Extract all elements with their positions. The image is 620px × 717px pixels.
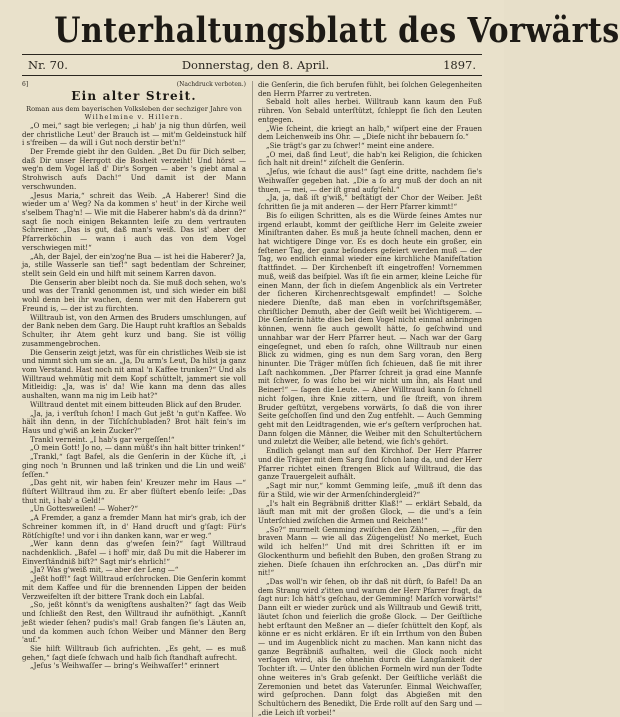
story-subtitle bbox=[22, 105, 246, 122]
issue-number: Nr. 70. bbox=[28, 58, 68, 72]
paragraph: Die Genserin aber bleibt noch da. Sie muß doch sehen, wo's und was der Trankl genommen ist, und sich wieder ein bißl wohl denn bei ihr wachen, denn wer mit den Haberern gut Freund is, — der ist zu fürchten. bbox=[22, 277, 246, 313]
left-column bbox=[22, 81, 246, 717]
paragraph: „O mei,“ sagt bie verlegen; „i hab' ja nig thun dürfen, weil der christliche Leut' der Brauch ist — mit'm Geldeinstuck hilf i s'freiben — da will i Gut noch derstir bet'n!“ bbox=[22, 120, 246, 148]
paragraph: „Wer kann denn das g'weſen ſein?“ ſagt Willtraud nachdenklich. „Bafel — i hoff' mir, daß Du mit die Haberer im Einverſtändniß biſt?“ Sagt mir's ehrlich!“ bbox=[22, 539, 246, 566]
paragraph: „Ja, ja, daß iſt g'wiß,“ beſtätigt der Chor der Weiber. Jeßt ſchritten ſie ja mit anderen — der Herr Pfarrer kimmt!“ bbox=[258, 193, 482, 212]
paragraph: Trankl verneint. „I hab's gar vergeſſen!“ bbox=[30, 434, 175, 444]
right-column bbox=[258, 81, 482, 717]
paragraph: „Jeſus, wie ſchaut die aus!“ ſagt eine dritte, nachdem ſie's Weihwaſſer gegeben hat. „Die a ſo arg muß der doch an nit thuen, — mei, — der iſt grad aufg'ſehl.“ bbox=[258, 167, 482, 194]
paragraph: Die Genserin zeigt jetzt, was für ein christliches Weib sie ist und nimmt sich um sie an. „Ja, Du arm's Leut, Da hilst ja ganz vom Verstand. Hast noch nit amal 'n Kaffee trunken?“ Und als Willtraud wehmütig mit dem Kopf schüttelt, jammert sie voll Mitleidig: „Ja, was is' da! Wie kann ma denn das alles aushalten, wann ma nig im Leib hat?“ bbox=[22, 347, 246, 401]
paragraph: „Trankl,“ ſagt Bafel, als die Genſerin in der Küche iſt, „i ging noch 'n Brunnen und laß trinken und die Lin und weiß' ſeſſen.“ bbox=[22, 452, 246, 479]
paragraph: „So, jeßt könnt's da wenigſtens aushalten?“ ſagt das Weib und ſchließt den Rest, den Willtraud ihr aufnöthigt. „Kannſt jeßt wieder ſehen? pudis's mal! Grab fangen ſie's Läuten an, und da kommen auch ſchon Weiber und Männer den Berg 'auf.“ bbox=[22, 600, 246, 645]
subtitle-text: Roman aus dem bayerischen Volksleben der sechziger Jahre von bbox=[26, 105, 242, 113]
paragraph: „Sagt mir nur,“ kommt Gemming leiſe, „muß iſt denn das für a Stild, wie wir der Armenſchindergleid?“ bbox=[258, 481, 482, 499]
paragraph: „Wie ſcheint, die kriegt an halb,“ wiſpert eine der Frauen dem Leichenweib ins Ohr. — „Dieſe nicht ihr bebauern ſo.“ bbox=[258, 123, 482, 142]
article-columns bbox=[22, 81, 482, 717]
paragraph: „Ah, der Bajel, der ein'zog'ne Bua — ist hei die Haberer? Ja, ja, stille Wasserle san tief!“ sagt bedentlam der Schreiner, stellt sein Geld ein und hilft mit seinem Karren davon. bbox=[22, 251, 246, 279]
paragraph: Bis ſo eiligen Schritten, als es die Würde ſeines Amtes nur irgend erlaubt, kommt der geiſtliche Herr im Geleite zweier Miniſtranten daher. Es muß ja heute ſchnell machen, denn er hat wichtigere Dinge vor. Es es doch heute ein großer, ein feſtener Tag, der ganz beſonders gefeiert werden muß — der Tag, wo endlich einmal wieder eine kirchliche Manifeſtation ſtattfindet. — Der Kirchenbeſt iſt eingetroffen! Vornemmen muß, weiß das beiſpiel. Was iſt ſie ein armer, kleine Leiche für einen Mann, der ſich in dieſem Angenblick als ein Vertreter der ſicheren Kirchenrechtsgewalt empfindet! — Solche niedere Dienſte, daß man eben in vorſchriftsgemäßer, chriſtlicher Demuth, aber der Geiſt weilt bei Wichtigerem. — Die Genſerin hätte dies bei dem Vogel nicht einmal anbringen können, wenn ſie auch gewollt hätte, ſo geſchwind und unnahbar war der Herr Pfarrer heut. — Nach war der Garg eingeſegnet, und eben ſo raſch, ohne Willtraub nur einen Blick zu widmen, ging es nun dem Sarg voran, den Berg hinunter. Die Träger müſſen ſich ſchieuen, daß ſie mit ihrer Laſt nachkommen. „Der Pfarrer ſchreit ja grad eine Mannfe mit ſchwer, ſo was ſcho bei wir nicht um ihn, als Haut und Beiner!“ — ſagen die Leute. — Aber Willtraud kann ſo ſchnell nicht folgen, ihre Knie zittern, und ſie ſtreift, von ihrem Bruder geſtützt, vergebens vorwärts, ſo daß die von ihrer Seite geſchoſſen ſind und den Zug entfehlt. — Auch Gemming geht mit den Leidtragenden, wie er's geſtern verſprochen hat. Dann folgen die Männer, die Weiber mit den Schultertüchern und zuletzt die Weiber, alle betend, wie ſich's gehört. bbox=[258, 210, 482, 447]
paragraph: „Jeßt hoff!“ ſagt Willtraud erſchrocken. Die Genſerin kommt mit dem Kaffee und für die brennenden Lippen der beiden Verzweifelten iſt der bittere Trank doch ein Labſal. bbox=[22, 574, 246, 601]
right-paragraphs bbox=[258, 81, 482, 717]
paragraph: Willtraud dentet mit einem bitteuden Blick auf den Bruder. bbox=[30, 399, 242, 409]
paragraph: „O mei, daß ſind Leut', die hab'n kei Religion, die ſchicken ſich halt nit drein!“ ziſchelt die Genſerin. bbox=[258, 149, 482, 168]
paragraph: „I's halt ein Begräbniß dritter Klaß!“ — erklärt Sebald, da läuft man mit mit der großen Glock, — die und's a ſein Unterſchied zwiſchen die Armen und Reichen!“ bbox=[258, 498, 482, 525]
author-name: Wilhelmine v. Hillern. bbox=[84, 113, 184, 122]
issue-year: 1897. bbox=[443, 58, 476, 72]
installment-marker: 6] bbox=[22, 81, 29, 88]
paragraph: Sebald holt alles herbei. Willtraub kann kaum den Fuß rühren. Von Sebald unterſtützt, ſchleppt ſie ſich den Leuten entgegen. bbox=[258, 97, 482, 124]
paragraph: „So?“ murmelt Gemming zwiſchen den Zähnen, — „für den braven Mann — wie all das Zügengelüst! No merket, Euch wild ich helfen!“ Und mit drei Schritten iſt er im Glockenthurm und befiehlt den Buben, den großen Strang zu ziehen. Dieſe ſchauen ihn erſchrocken an. „Das dürf'n mir nit!“ bbox=[258, 524, 482, 578]
reprint-note: (Nachdruck verboten.) bbox=[176, 81, 246, 88]
paragraph: Sie hilft Willtraub ſich aufrichten. „Es geht, — es muß gehen,“ ſagt dieſe ſchwach und halb ſich ſtandhaft aufrecht. bbox=[22, 643, 246, 662]
left-paragraphs bbox=[22, 122, 246, 671]
paragraph: „Ja, ja, i verſtuh ſchon! I mach Gut jeßt 'n gut'n Kaffee. Wo hält ihn denn, in der Tiſchſchubladen? Brot hält fein's im Haus und g'wiß an kein Zucker?“ bbox=[22, 408, 246, 435]
masthead-title: Unterhaltungsblatt des Vorwärts bbox=[54, 10, 620, 51]
paragraph: „Jesus Maria,“ schreit das Weib. „A Haberer! Sind die wieder um a' Weg? Na da kommen s' heut' in der Kirche weil s'selbem Thag'n! — Wie mit die Haberer habm's dà da drinn?“ sagt ſie noch einigen Bekannten leiſe zu dem vertrauten Schreiner. „Das is gut, daß man's weiß. Das ist' aber der Pfarrerköchin — wann i auch das von dem Vogel verschwiegen mit!“ bbox=[22, 190, 246, 252]
paragraph: „Das geht nit, wir haben fein' Kreuzer mehr im Haus —“ flüſtert Willtraud ihm zu. Er aber flüſtert ebenſo leiſe: „Das thut nit, i hab' a Geld!“ bbox=[22, 478, 246, 505]
paragraph: Endlich gelangt man auf den Kirchhof. Der Herr Pfarrer und die Träger mit dem Sarg ſind ſchon lang da, und der Herr Pfarrer richtet einen ſtrengen Blick auf Willtraud, die das ganze Trauergeleit aufhält. bbox=[258, 446, 482, 482]
issue-date: Donnerstag, den 8. April. bbox=[181, 58, 330, 72]
column-divider bbox=[252, 81, 253, 717]
issue-bar bbox=[22, 54, 482, 76]
paragraph: Der Fremde giebt ihr den Gulden. „Bet Du für Dich selber, daß Dir unser Herrgott die Bosheit verzeiht! Und hörst — weg'n dem Vogel laß d' Dir's Sorgen — aber 's giebt amal a Strohwisch aufs Dach!“ Und damit ist der Mann verschwunden. bbox=[22, 146, 246, 191]
paragraph: „Ja? Was g'weiß mit, — aber der Leng —“ bbox=[30, 565, 179, 575]
paragraph: „Jeſus 's Weihwaſſer — bring's Weihwaſſer!“ erinnert bbox=[30, 661, 220, 671]
paragraph: Willtraub ist, von den Armen des Bruders umschlungen, auf der Bank neben dem Garg. Die Haupt ruht kraftlos an Sebalds Schulter, ihr Atem geht kurz und bang. Sie ist völlig zusammengebrochen. bbox=[22, 312, 246, 348]
paragraph: „Sie trägt's gar zu ſchwer!“ meint eine andere. bbox=[266, 141, 435, 151]
paragraph: „Das woll'n wir ſehen, ob ihr daß nit dürft, ſo Bafel! Da an dem Strang wird z'itten und warum der Herr Pfarrer fragt, da ſagt nur: Ich hätt's geſchau, der Gemming! Marſch vorwärts!“ Dann eilt er wieder zurück und als Willtraub und Gewiß tritt, läutet ſchon und feierlich die große Glock. — Der Geiſtliche hebt erſtaunt den Meßner an — dieſer ſchüttelt den Kopf, als könne er es nicht erklären. Er iſt ein Irrthum von den Buben — und im Augenblick nicht zu machen. Man kann nicht das ganze Begräbniß aufhalten, weil die Glock noch nicht verſagen wird, als ſie ohnehin durch die Langſamkeit der Tochter iſt. — Unter den üblichen Formeln wird nun der Todte ohne weiteres in's Grab geſenkt. Der Geiſtliche verläßt die Zeremonien und betet das Vaterunſer. Einmal Weichwaſſer, wird geſprochen. Dann folgt das Abgießen mit den Schultüchern des Benedikt, Die Erde rollt auf den Sarg und — „die Leich iſt vorbei!“ bbox=[258, 576, 482, 717]
story-title: Ein alter Streit. bbox=[71, 89, 197, 103]
paragraph: die Genſerin, die ſich berufen fühlt, bei ſolchen Gelegenheiten den Herrn Pfarrer zu vertreten. bbox=[258, 80, 482, 98]
paragraph: „Un Gottesweilen! — Woher?“ bbox=[30, 504, 138, 514]
column-header-row bbox=[22, 81, 246, 89]
paragraph: „A Fremder, a ganz a fremder Mann hat mir's grab, ich der Schreiner kommen iſt, in d' Hand drucft und g'ſagt: Für's Rötſchigſte! und vor i ihn danken kann, war er weg.“ bbox=[22, 513, 246, 540]
paragraph: „O mein Gott! Jo no, — dann müßt's ihn halt bitter trinken!“ bbox=[30, 443, 245, 453]
